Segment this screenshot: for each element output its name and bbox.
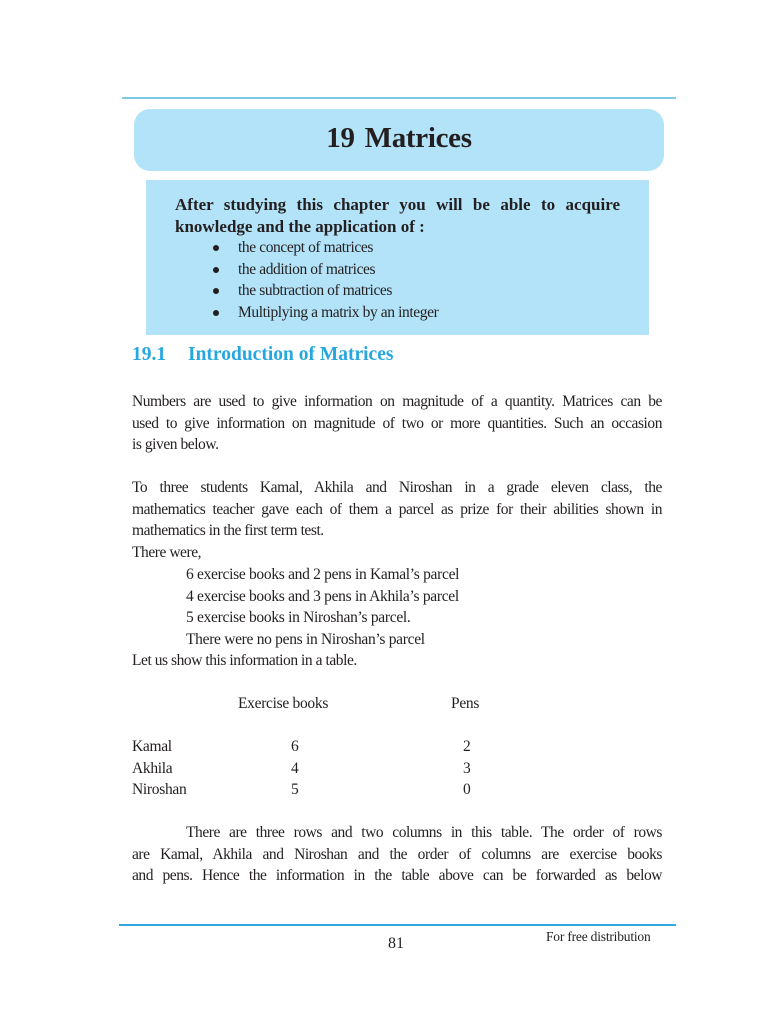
objectives-list xyxy=(210,237,438,324)
objectives-intro-line-1: After studying this chapter you will be able to acquire xyxy=(175,195,620,214)
chapter-name: Matrices xyxy=(364,121,472,154)
paragraph-line: are Kamal, Akhila and Niroshan and the order of columns are exercise books xyxy=(132,845,662,863)
chapter-header-banner xyxy=(134,109,664,171)
section-heading xyxy=(132,344,393,366)
parcel-line: 5 exercise books in Niroshan’s parcel. xyxy=(186,609,411,627)
objective-text: the subtraction of matrices xyxy=(238,282,393,300)
paragraph-line: is given below. xyxy=(132,436,219,454)
cell-pens: 2 xyxy=(463,738,471,755)
bullet-icon xyxy=(213,310,219,316)
paragraph-line: Numbers are used to give information on magnitude of a quantity. Matrices can be xyxy=(132,393,662,410)
paragraph-line: mathematics in the first term test. xyxy=(132,522,324,540)
there-were-line: There were, xyxy=(132,544,202,561)
objective-item xyxy=(210,237,438,259)
bullet-icon xyxy=(213,267,219,273)
paragraph-line: mathematics teacher gave each of them a parcel as prize for their abilities shown in xyxy=(132,500,662,518)
column-header-pens: Pens xyxy=(451,695,480,712)
row-name: Niroshan xyxy=(132,781,187,798)
objective-text: the concept of matrices xyxy=(238,239,373,256)
objectives-intro-line-2: knowledge and the application of : xyxy=(175,217,425,236)
paragraph-line: and pens. Hence the information in the table above can be forwarded as below xyxy=(132,867,662,885)
paragraph-line: To three students Kamal, Akhila and Niroshan in a grade eleven class, the xyxy=(132,479,662,496)
cell-pens: 0 xyxy=(463,781,471,798)
paragraph-line: There are three rows and two columns in this table. The order of rows xyxy=(186,824,662,841)
objective-text: the addition of matrices xyxy=(238,260,376,278)
chapter-number: 19 xyxy=(326,121,355,154)
page-number: 81 xyxy=(388,935,404,952)
paragraph-intro xyxy=(132,391,662,456)
cell-books: 4 xyxy=(291,760,299,777)
learning-objectives-box xyxy=(146,180,649,335)
cell-books: 5 xyxy=(291,781,299,798)
objective-item xyxy=(210,302,438,324)
objective-text: Multiplying a matrix by an integer xyxy=(238,304,439,322)
cell-books: 6 xyxy=(291,738,299,755)
bullet-icon xyxy=(213,245,219,251)
paragraph-line: used to give information on magnitude of two or more quantities. Such an occasion xyxy=(132,414,662,432)
parcel-contents-list xyxy=(186,564,459,651)
row-name: Akhila xyxy=(132,760,173,777)
section-title: Introduction of Matrices xyxy=(188,344,394,365)
paragraph-students xyxy=(132,477,662,542)
bottom-rule xyxy=(119,924,676,926)
top-rule xyxy=(122,97,676,99)
paragraph-table-explanation xyxy=(132,822,662,887)
chapter-title xyxy=(326,122,472,155)
objectives-intro xyxy=(175,194,620,238)
column-header-exercise-books: Exercise books xyxy=(238,695,329,712)
objective-item xyxy=(210,280,438,302)
parcel-line: 6 exercise books and 2 pens in Kamal’s parcel xyxy=(186,566,460,583)
parcel-line: There were no pens in Niroshan’s parcel xyxy=(186,631,425,649)
row-name: Kamal xyxy=(132,738,172,755)
section-number: 19.1 xyxy=(132,344,167,365)
objective-item xyxy=(210,259,438,281)
bullet-icon xyxy=(213,288,219,294)
cell-pens: 3 xyxy=(463,760,471,777)
footer-note: For free distribution xyxy=(546,929,651,944)
parcel-line: 4 exercise books and 3 pens in Akhila’s parcel xyxy=(186,587,459,605)
table-intro-line: Let us show this information in a table. xyxy=(132,652,357,669)
